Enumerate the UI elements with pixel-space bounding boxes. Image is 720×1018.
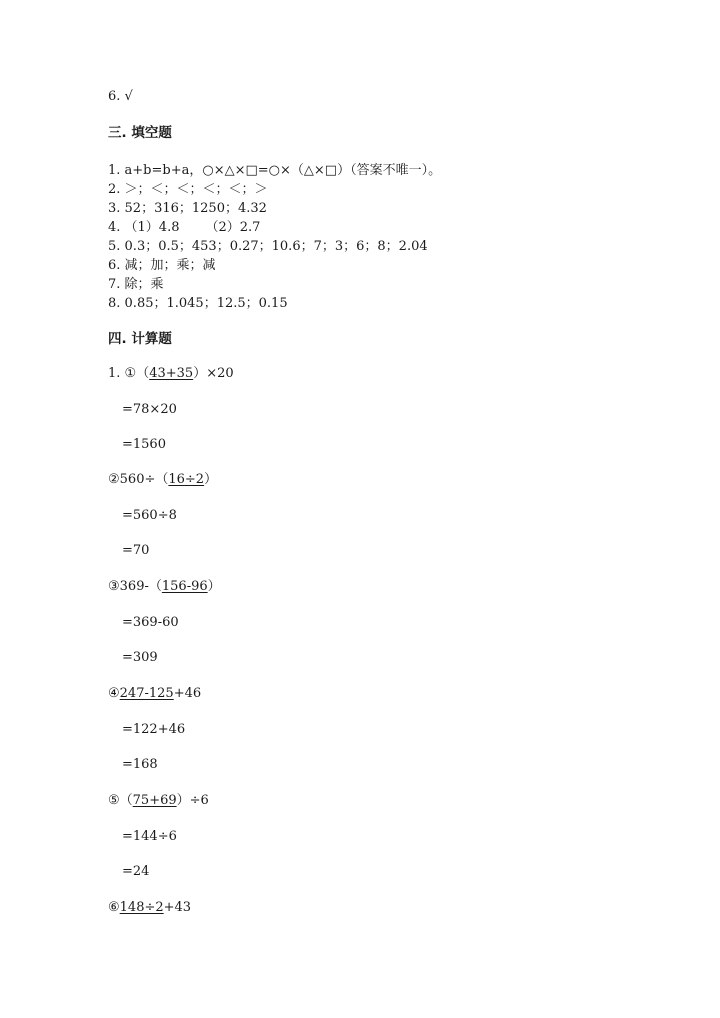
calc-5-suffix: ）÷6 xyxy=(176,793,209,808)
calc-2-step-1: =560÷8 xyxy=(122,508,177,523)
fill-answer-4 xyxy=(108,220,260,236)
calc-problem-5 xyxy=(108,793,209,809)
fill-answer-5: 5. 0.3；0.5；453；0.27；10.6；7；3；6；8；2.04 xyxy=(108,239,428,254)
calc-problem-4 xyxy=(108,686,201,702)
calc-5-step-2: =24 xyxy=(122,864,150,879)
calc-1-step-1: =78×20 xyxy=(122,402,177,417)
calc-problem-2 xyxy=(108,472,217,488)
calc-4-prefix: ④ xyxy=(108,686,120,701)
calc-problem-1 xyxy=(108,366,234,382)
calc-1-underlined: 43+35 xyxy=(149,366,194,381)
calc-problem-6 xyxy=(108,900,191,916)
calc-2-suffix: ） xyxy=(204,472,218,487)
calc-5-prefix: ⑤（ xyxy=(108,793,133,808)
fill-answer-1: 1. a+b=b+a，○×△×□=○×（△×□）（答案不唯一）。 xyxy=(108,163,442,178)
calc-1-step-2: =1560 xyxy=(122,437,166,452)
fill-answer-7: 7. 除；乘 xyxy=(108,277,164,292)
section-4-heading: 四. 计算题 xyxy=(108,331,172,347)
fill-answer-3: 3. 52；316；1250；4.32 xyxy=(108,201,267,216)
fill-answer-4-part2: （2）2.7 xyxy=(205,220,261,235)
calc-6-underlined: 148÷2 xyxy=(119,900,164,915)
calc-3-underlined: 156-96 xyxy=(161,579,208,594)
fill-answer-8: 8. 0.85；1.045；12.5；0.15 xyxy=(108,296,288,311)
fill-answer-6: 6. 减；加；乘；减 xyxy=(108,258,216,273)
calc-6-prefix: ⑥ xyxy=(108,900,120,915)
calc-6-suffix: +43 xyxy=(163,900,192,915)
fill-answer-4-part1: 4. （1）4.8 xyxy=(108,220,180,235)
calc-5-step-1: =144÷6 xyxy=(122,829,177,844)
prev-answer-6: 6. √ xyxy=(108,89,133,104)
section-3-heading: 三. 填空题 xyxy=(108,125,172,141)
calc-3-step-2: =309 xyxy=(122,650,158,665)
calc-4-step-2: =168 xyxy=(122,757,158,772)
calc-4-step-1: =122+46 xyxy=(122,722,186,737)
calc-1-suffix: ）×20 xyxy=(193,366,234,381)
calc-1-prefix: 1. ①（ xyxy=(108,366,150,381)
calc-2-prefix: ②560÷（ xyxy=(108,472,169,487)
calc-problem-3 xyxy=(108,579,221,595)
calc-4-suffix: +46 xyxy=(173,686,202,701)
calc-2-underlined: 16÷2 xyxy=(168,472,205,487)
calc-3-prefix: ③369-（ xyxy=(108,579,162,594)
calc-3-suffix: ） xyxy=(207,579,221,594)
calc-4-underlined: 247-125 xyxy=(119,686,174,701)
calc-3-step-1: =369-60 xyxy=(122,615,179,630)
fill-answer-2: 2. ＞；＜；＜；＜；＜；＞ xyxy=(108,182,268,197)
calc-5-underlined: 75+69 xyxy=(132,793,177,808)
calc-2-step-2: =70 xyxy=(122,543,150,558)
